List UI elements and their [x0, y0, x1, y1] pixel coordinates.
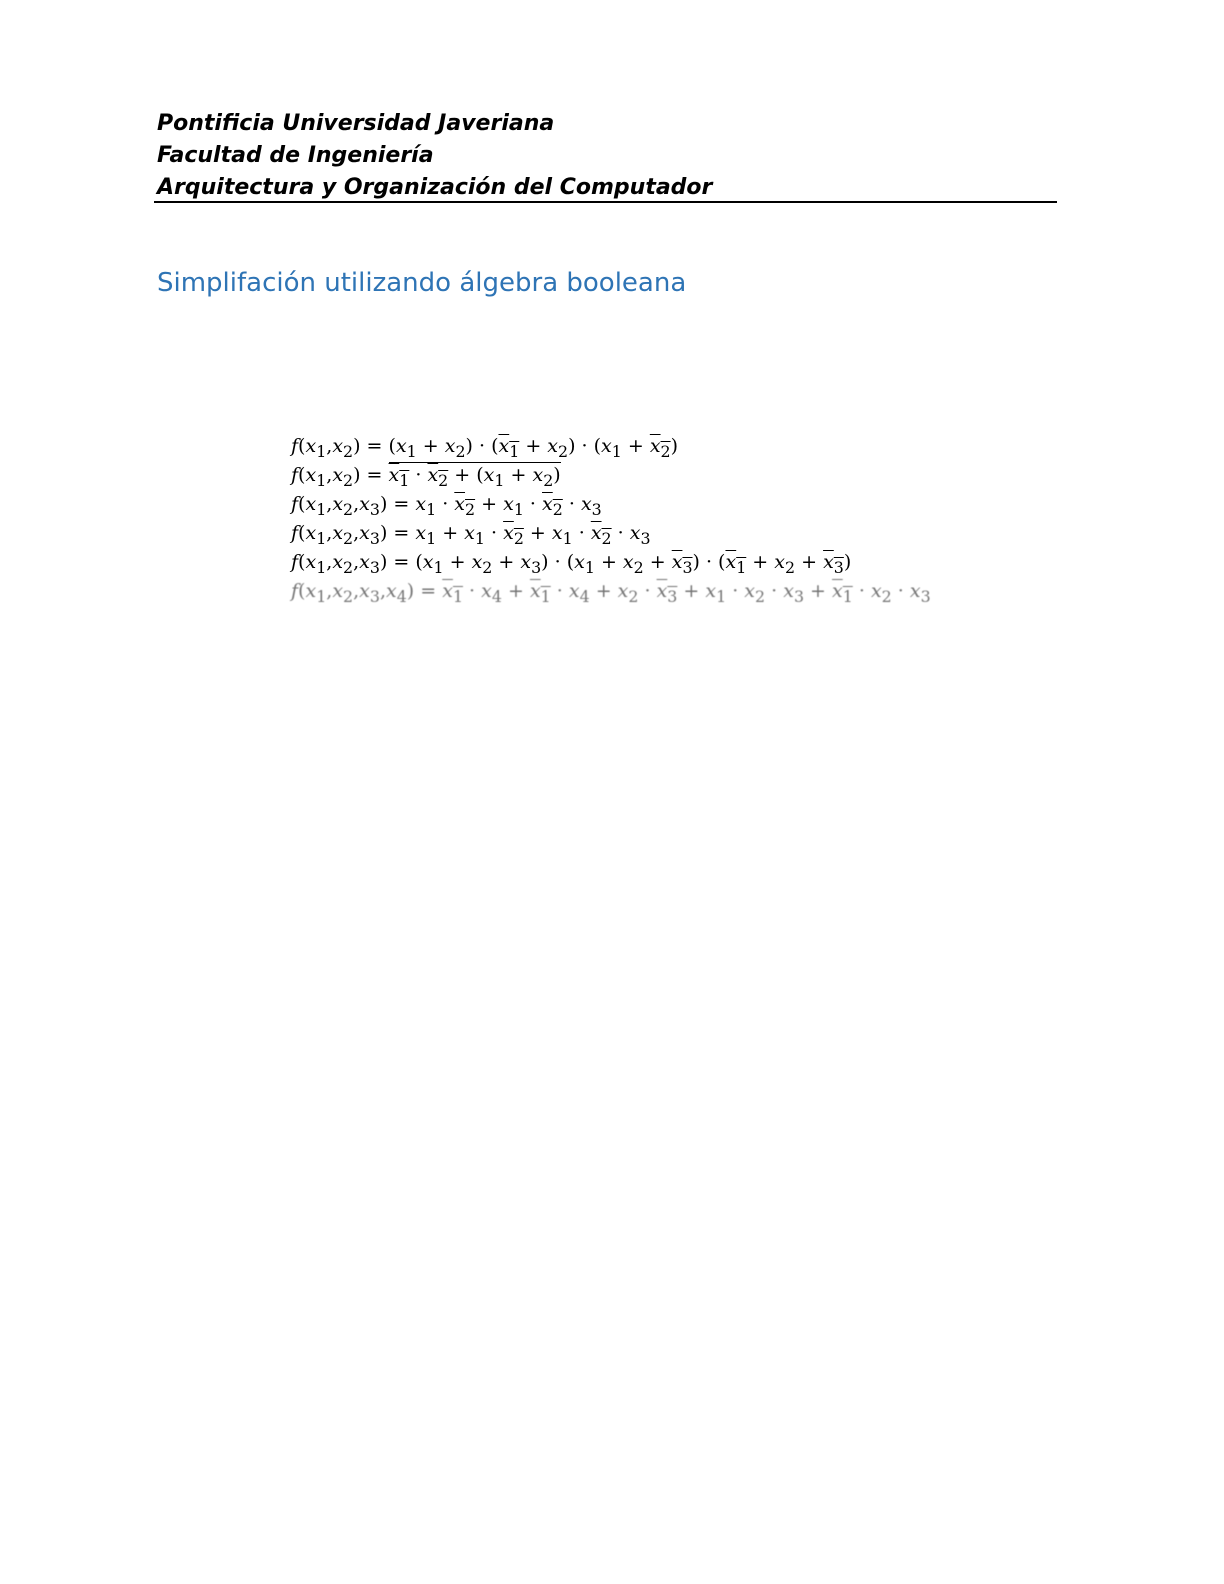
formula-5: $f(x_1,x_2,x_3) = (x_1 + x_2 + x_3) \cdot (x_1 + x_2 + x_3) \cdot (x_1 + x_2 + x_3)$	[291, 551, 852, 577]
formula-list	[291, 432, 991, 606]
formula-3: $f(x_1,x_2,x_3) = x_1 \cdot x_2 + x_1 \cdot x_2 \cdot x_3$	[291, 493, 602, 519]
formula-6: $f(x_1,x_2,x_3,x_4) = x_1 \cdot x_4 + x_1 \cdot x_4 + x_2 \cdot x_3 + x_1 \cdot x_2 \cdot x_3 + x_1 \cdot x_2 \cdot x_3$	[291, 580, 931, 606]
course-name: Arquitectura y Organización del Computador	[157, 175, 713, 200]
formula-2: $f(x_1,x_2) = x_1 \cdot x_2 + (x_1 + x_2)$	[291, 464, 561, 490]
header-rule	[154, 201, 1057, 203]
formula-1: $f(x_1,x_2) = (x_1 + x_2) \cdot (x_1 + x_2) \cdot (x_1 + x_2)$	[291, 435, 679, 461]
formula-4: $f(x_1,x_2,x_3) = x_1 + x_1 \cdot x_2 + x_1 \cdot x_2 \cdot x_3$	[291, 522, 651, 548]
document-header	[157, 108, 1057, 204]
faculty-name: Facultad de Ingeniería	[157, 143, 434, 168]
university-name: Pontificia Universidad Javeriana	[157, 111, 555, 136]
section-heading: Simplifación utilizando álgebra booleana	[157, 268, 687, 298]
